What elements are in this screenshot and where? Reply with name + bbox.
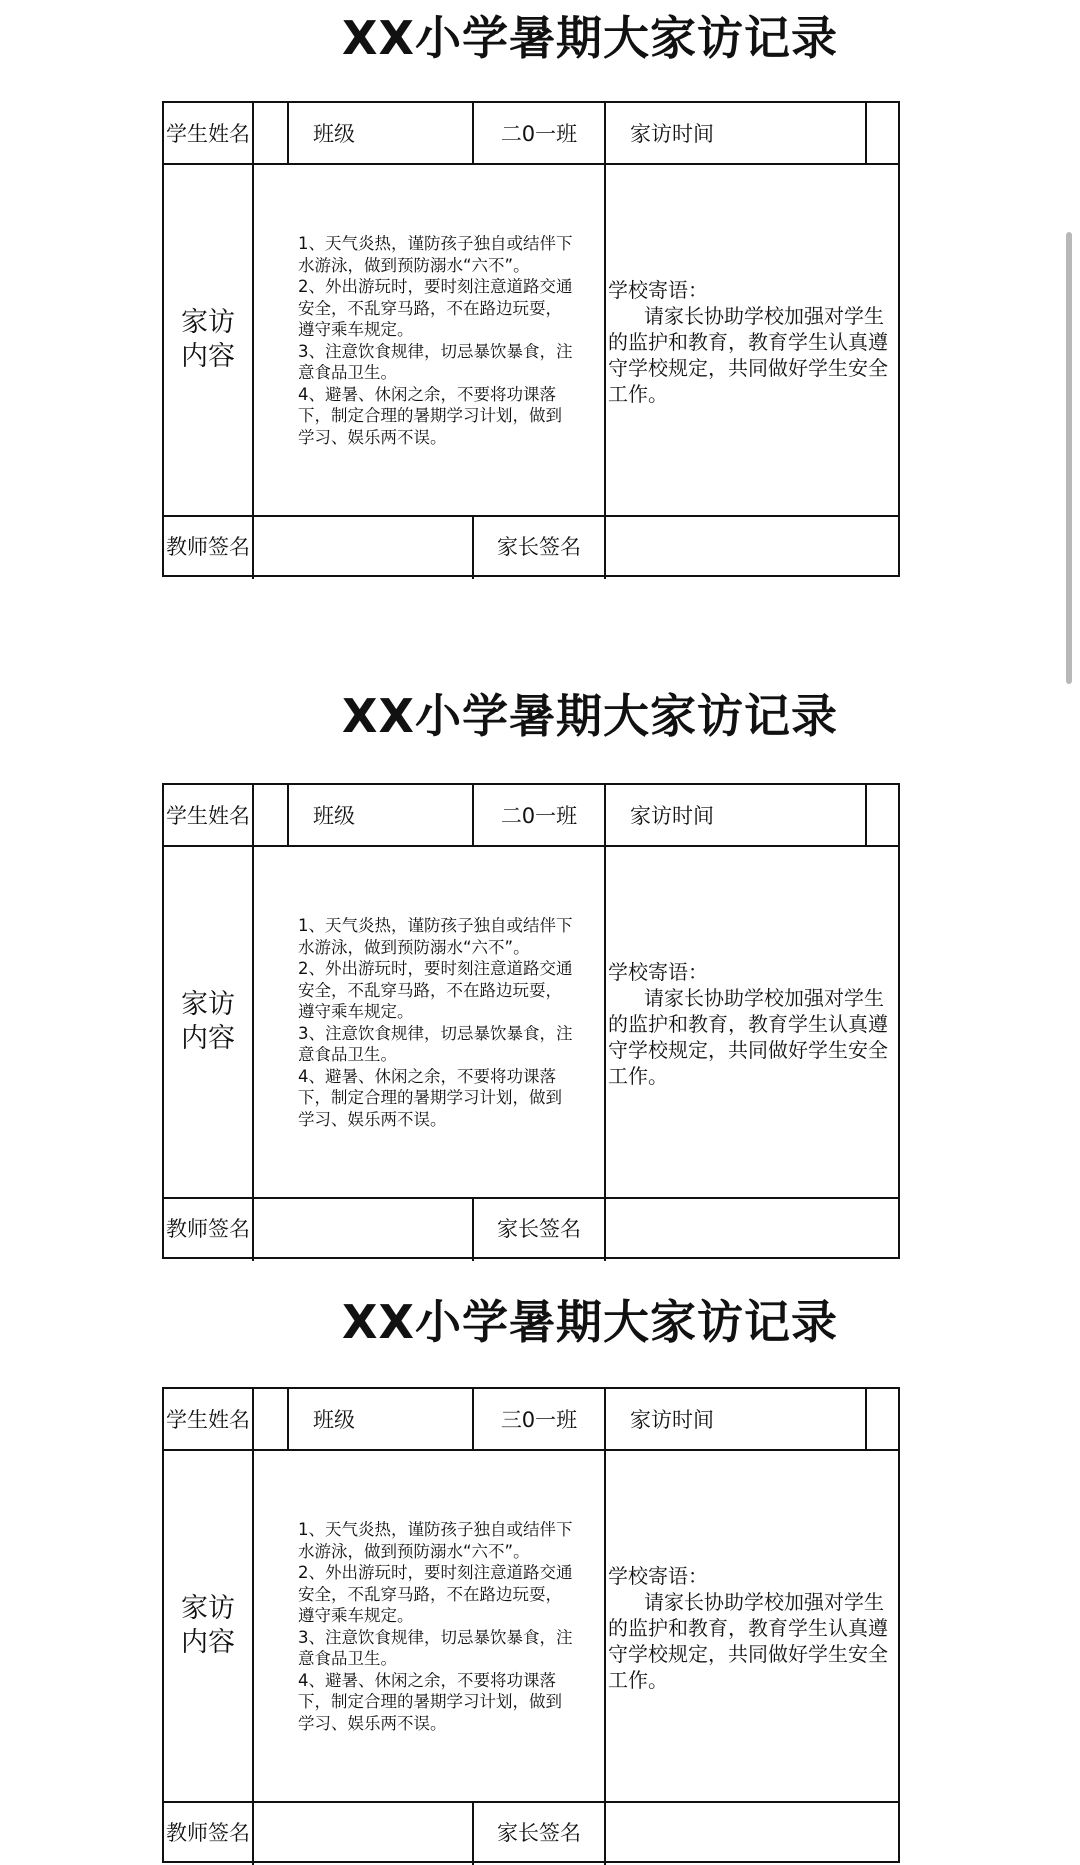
school-message — [608, 277, 896, 407]
list-item: 2、外出游玩时，要时刻注意道路交通 — [298, 1563, 573, 1582]
table-rule — [252, 1451, 254, 1803]
visit-time-label: 家访时间 — [630, 1408, 714, 1432]
list-item: 学习、娱乐两不误。 — [298, 1713, 447, 1733]
teacher-sign-field[interactable] — [254, 1199, 472, 1257]
list-item: 水游泳，做到预防溺水“六不”。 — [298, 255, 530, 275]
list-item: 1、天气炎热，谨防孩子独自或结伴下 — [298, 916, 573, 935]
student-name-label: 学生姓名 — [166, 122, 250, 146]
table-rule — [164, 845, 898, 847]
teacher-sign-field[interactable] — [254, 1803, 472, 1861]
visit-time-field[interactable] — [867, 1389, 898, 1449]
school-message-body: 请家长协助学校加强对学生的监护和教育，教育学生认真遵守学校规定，共同做好学生安全工作。 — [608, 986, 888, 1088]
list-item: 2、外出游玩时，要时刻注意道路交通 — [298, 277, 573, 296]
list-item: 学习、娱乐两不误。 — [298, 427, 447, 447]
parent-sign-label: 家长签名 — [497, 1217, 581, 1241]
teacher-sign-label: 教师签名 — [166, 1217, 250, 1241]
class-value: 三0一班 — [500, 1408, 578, 1432]
list-item: 遵守乘车规定。 — [298, 1606, 414, 1625]
class-label: 班级 — [313, 804, 355, 828]
list-item: 意食品卫生。 — [298, 1045, 397, 1064]
student-name-field[interactable] — [254, 1389, 289, 1449]
student-name-label: 学生姓名 — [166, 1408, 250, 1432]
school-message-body: 请家长协助学校加强对学生的监护和教育，教育学生认真遵守学校规定，共同做好学生安全工作。 — [608, 1590, 888, 1692]
safety-notes-list — [298, 915, 606, 1130]
list-item: 意食品卫生。 — [298, 1649, 397, 1668]
parent-sign-label: 家长签名 — [497, 1821, 581, 1845]
visit-time-label: 家访时间 — [630, 122, 714, 146]
visit-record-table — [162, 783, 900, 1259]
list-item: 下，制定合理的暑期学习计划，做到 — [298, 406, 562, 425]
visit-content-label — [164, 847, 252, 1197]
parent-sign-field[interactable] — [606, 1199, 898, 1257]
list-item: 安全，不乱穿马路，不在路边玩耍， — [298, 1584, 562, 1604]
teacher-sign-label: 教师签名 — [166, 535, 250, 559]
list-item: 3、注意饮食规律，切忌暴饮暴食，注 — [298, 341, 573, 361]
parent-sign-label: 家长签名 — [497, 535, 581, 559]
teacher-sign-label: 教师签名 — [166, 1821, 250, 1845]
visit-content-label-line: 内容 — [181, 1023, 235, 1054]
record-title: XX小学暑期大家访记录 — [342, 11, 838, 65]
list-item: 安全，不乱穿马路，不在路边玩耍， — [298, 298, 562, 318]
record-title: XX小学暑期大家访记录 — [342, 1295, 838, 1349]
visit-record-table — [162, 1387, 900, 1863]
list-item: 遵守乘车规定。 — [298, 1002, 414, 1021]
visit-content-label-line: 家访 — [181, 1593, 235, 1624]
table-rule — [252, 847, 254, 1199]
visit-content-label-line: 家访 — [181, 989, 235, 1020]
table-rule — [164, 163, 898, 165]
list-item: 4、避暑、休闲之余，不要将功课落 — [298, 1670, 556, 1690]
school-message — [608, 1563, 896, 1693]
list-item: 4、避暑、休闲之余，不要将功课落 — [298, 384, 556, 404]
record-title: XX小学暑期大家访记录 — [342, 689, 838, 743]
list-item: 下，制定合理的暑期学习计划，做到 — [298, 1692, 562, 1711]
visit-content-label — [164, 165, 252, 515]
safety-notes-list — [298, 1519, 606, 1734]
visit-content-items — [298, 915, 606, 1130]
visit-content-items — [298, 1519, 606, 1734]
school-message-heading: 学校寄语： — [608, 960, 708, 984]
teacher-sign-field[interactable] — [254, 517, 472, 575]
student-name-field[interactable] — [254, 785, 289, 845]
list-item: 4、避暑、休闲之余，不要将功课落 — [298, 1066, 556, 1086]
table-rule — [164, 1449, 898, 1451]
student-name-label: 学生姓名 — [166, 804, 250, 828]
class-value: 二0一班 — [500, 122, 578, 146]
list-item: 水游泳，做到预防溺水“六不”。 — [298, 1541, 530, 1561]
list-item: 1、天气炎热，谨防孩子独自或结伴下 — [298, 1520, 573, 1539]
table-rule — [252, 165, 254, 517]
school-message — [608, 959, 896, 1089]
visit-content-label-line: 家访 — [181, 307, 235, 338]
visit-content-label-line: 内容 — [181, 341, 235, 372]
safety-notes-list — [298, 233, 606, 448]
visit-content-label-line: 内容 — [181, 1627, 235, 1658]
list-item: 意食品卫生。 — [298, 363, 397, 382]
visit-content-label — [164, 1451, 252, 1801]
list-item: 3、注意饮食规律，切忌暴饮暴食，注 — [298, 1627, 573, 1647]
class-value: 二0一班 — [500, 804, 578, 828]
visit-record-table — [162, 101, 900, 577]
visit-time-field[interactable] — [867, 785, 898, 845]
list-item: 学习、娱乐两不误。 — [298, 1109, 447, 1129]
list-item: 安全，不乱穿马路，不在路边玩耍， — [298, 980, 562, 1000]
school-message-heading: 学校寄语： — [608, 1564, 708, 1588]
visit-time-label: 家访时间 — [630, 804, 714, 828]
visit-time-field[interactable] — [867, 103, 898, 163]
list-item: 3、注意饮食规律，切忌暴饮暴食，注 — [298, 1023, 573, 1043]
class-label: 班级 — [313, 122, 355, 146]
parent-sign-field[interactable] — [606, 1803, 898, 1861]
list-item: 1、天气炎热，谨防孩子独自或结伴下 — [298, 234, 573, 253]
visit-content-items — [298, 233, 606, 448]
school-message-heading: 学校寄语： — [608, 278, 708, 302]
student-name-field[interactable] — [254, 103, 289, 163]
parent-sign-field[interactable] — [606, 517, 898, 575]
class-label: 班级 — [313, 1408, 355, 1432]
list-item: 遵守乘车规定。 — [298, 320, 414, 339]
school-message-body: 请家长协助学校加强对学生的监护和教育，教育学生认真遵守学校规定，共同做好学生安全工作。 — [608, 304, 888, 406]
list-item: 下，制定合理的暑期学习计划，做到 — [298, 1088, 562, 1107]
scrollbar-thumb[interactable] — [1066, 232, 1072, 684]
list-item: 水游泳，做到预防溺水“六不”。 — [298, 937, 530, 957]
list-item: 2、外出游玩时，要时刻注意道路交通 — [298, 959, 573, 978]
